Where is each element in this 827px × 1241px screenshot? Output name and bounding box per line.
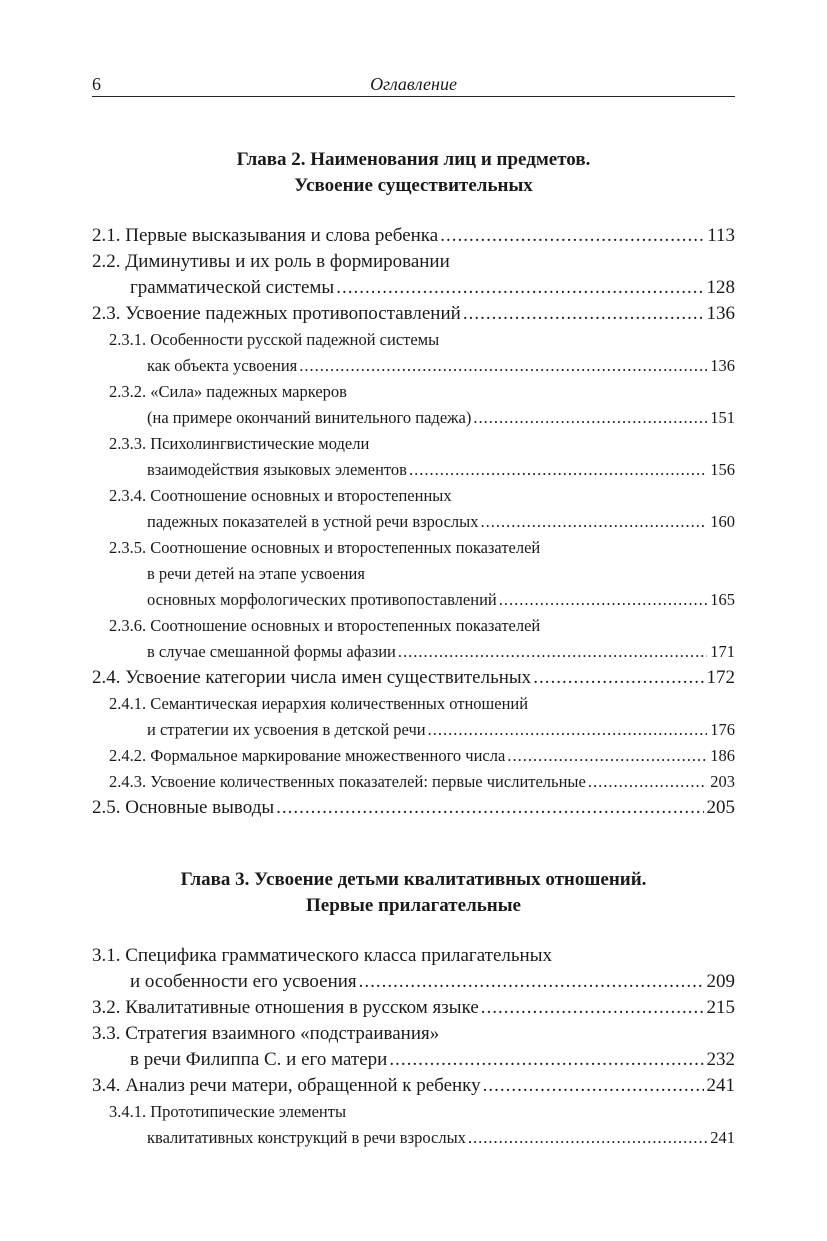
toc-entry-text: 2.3.2. «Сила» падежных маркеров: [109, 382, 347, 401]
toc-page-number: 186: [710, 746, 735, 765]
toc-entry[interactable]: [92, 327, 735, 379]
toc-entry-text: 2.4.3. Усвоение количественных показателей: первые числительные: [109, 772, 586, 791]
toc-entry-text: в речи Филиппа С. и его матери: [130, 1049, 388, 1070]
toc-entry[interactable]: [92, 995, 735, 1021]
toc-entry-text: грамматической системы: [130, 277, 335, 298]
toc-entry[interactable]: [92, 535, 735, 613]
toc-entry[interactable]: [92, 795, 735, 821]
dot-leader: [359, 969, 704, 995]
dot-leader: [276, 795, 703, 821]
toc-entry-text: 2.5. Основные выводы: [92, 797, 275, 818]
chapter-title: Глава 2. Наименования лиц и предметов. Усвоение существительных: [236, 149, 591, 196]
toc-page-number: 113: [707, 225, 735, 246]
toc-entry[interactable]: [92, 691, 735, 743]
toc-entry-text: 2.4.2. Формальное маркирование множественного числа: [109, 746, 506, 765]
toc-entry[interactable]: [92, 1021, 735, 1073]
toc-entry[interactable]: [92, 249, 735, 301]
toc-entry-text: 2.3.4. Соотношение основных и второстепенных: [109, 486, 452, 505]
toc-entry[interactable]: [92, 483, 735, 535]
toc-page-number: 156: [710, 460, 735, 479]
toc-entry-text: падежных показателей в устной речи взрослых: [147, 512, 479, 531]
dot-leader: [398, 639, 707, 665]
toc-page-number: 165: [710, 590, 735, 609]
toc-page-number: 241: [706, 1075, 735, 1096]
toc-entry[interactable]: [92, 769, 735, 795]
toc-entry[interactable]: [92, 665, 735, 691]
dot-leader: [336, 275, 703, 301]
toc-entry-text: 2.3.5. Соотношение основных и второстепенных показателей: [109, 538, 541, 557]
dot-leader: [463, 301, 704, 327]
dot-leader: [533, 665, 703, 691]
toc-page-number: 151: [710, 408, 735, 427]
toc-entry-text: в речи детей на этапе усвоения: [147, 564, 365, 583]
toc-entry[interactable]: [92, 379, 735, 431]
dot-leader: [299, 353, 707, 379]
toc-page-number: 203: [710, 772, 735, 791]
toc-page-number: 241: [710, 1128, 735, 1147]
dot-leader: [481, 995, 704, 1021]
toc-page-number: 205: [706, 797, 735, 818]
toc-entry-text: 2.4.1. Семантическая иерархия количественных отношений: [109, 694, 529, 713]
toc-entry-text: основных морфологических противопоставлений: [147, 590, 497, 609]
toc-page-number: 128: [706, 277, 735, 298]
toc-page-number: 160: [710, 512, 735, 531]
toc-entry-text: 3.4. Анализ речи матери, обращенной к ребенку: [92, 1075, 481, 1096]
toc-entry-text: как объекта усвоения: [147, 356, 298, 375]
toc-entry-text: 3.2. Квалитативные отношения в русском языке: [92, 997, 479, 1018]
dot-leader: [428, 717, 708, 743]
running-title: Оглавление: [370, 74, 457, 94]
toc-page-number: 172: [706, 667, 735, 688]
toc-entry-text: 2.3.6. Соотношение основных и второстепенных показателей: [109, 616, 541, 635]
toc-entry-text: и особенности его усвоения: [130, 971, 357, 992]
dot-leader: [483, 1073, 704, 1099]
chapter-3-section: [92, 867, 735, 1151]
dot-leader: [409, 457, 707, 483]
toc-entry-text: (на примере окончаний винительного падежа): [147, 408, 472, 427]
dot-leader: [499, 587, 708, 613]
toc-page-number: 209: [706, 971, 735, 992]
toc-entry[interactable]: [92, 943, 735, 995]
dot-leader: [440, 223, 704, 249]
toc-entry[interactable]: [92, 301, 735, 327]
toc-entry-text: и стратегии их усвоения в детской речи: [147, 720, 426, 739]
toc-list: [92, 943, 735, 1151]
dot-leader: [473, 405, 707, 431]
dot-leader: [588, 769, 707, 795]
toc-entry-text: 2.3.1. Особенности русской падежной системы: [109, 330, 440, 349]
toc-page-number: 136: [710, 356, 735, 375]
dot-leader: [389, 1047, 703, 1073]
toc-entry-text: 2.3.3. Психолингвистические модели: [109, 434, 370, 453]
toc-entry-text: 2.2. Диминутивы и их роль в формировании: [92, 251, 450, 272]
toc-entry[interactable]: [92, 223, 735, 249]
dot-leader: [507, 743, 707, 769]
toc-page-number: 232: [706, 1049, 735, 1070]
toc-entry-text: 3.4.1. Прототипические элементы: [109, 1102, 347, 1121]
toc-entry-text: 3.3. Стратегия взаимного «подстраивания»: [92, 1023, 440, 1044]
toc-entry-text: 2.3. Усвоение падежных противопоставлений: [92, 303, 461, 324]
toc-entry[interactable]: [92, 1073, 735, 1099]
dot-leader: [468, 1125, 707, 1151]
toc-page-number: 176: [710, 720, 735, 739]
toc-entry-text: в случае смешанной формы афазии: [147, 642, 396, 661]
toc-entry[interactable]: [92, 431, 735, 483]
chapter-2-section: [92, 147, 735, 821]
toc-page-number: 136: [706, 303, 735, 324]
toc-entry[interactable]: [92, 743, 735, 769]
toc-page-number: 171: [710, 642, 735, 661]
toc-page-number: 215: [706, 997, 735, 1018]
toc-entry[interactable]: [92, 613, 735, 665]
toc-entry-text: 2.4. Усвоение категории числа имен существительных: [92, 667, 532, 688]
toc-list: [92, 223, 735, 821]
toc-entry[interactable]: [92, 1099, 735, 1151]
toc-entry-text: 2.1. Первые высказывания и слова ребенка: [92, 225, 439, 246]
toc-entry-text: взаимодействия языковых элементов: [147, 460, 407, 479]
toc-entry-text: 3.1. Специфика грамматического класса прилагательных: [92, 945, 552, 966]
running-header: [92, 72, 735, 97]
dot-leader: [480, 509, 707, 535]
chapter-title: Глава 3. Усвоение детьми квалитативных отношений. Первые прилагательные: [180, 869, 647, 916]
toc-entry-text: квалитативных конструкций в речи взрослых: [147, 1128, 466, 1147]
page-number: 6: [92, 74, 101, 94]
